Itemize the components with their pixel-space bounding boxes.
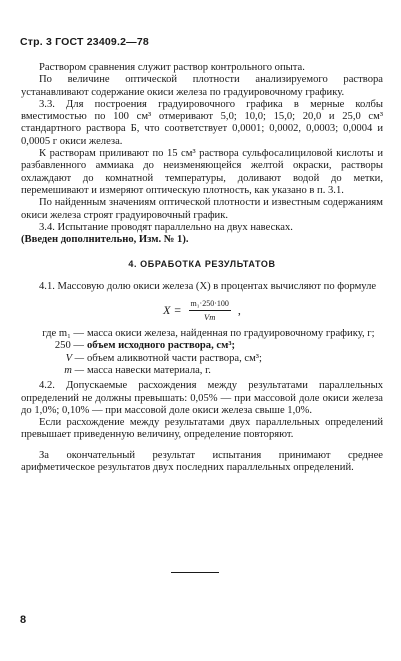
section-heading: 4. ОБРАБОТКА РЕЗУЛЬТАТОВ [128, 259, 276, 270]
definition-row [21, 340, 383, 352]
definition-term: где m₁ — [42, 328, 84, 340]
page-number: 8 [20, 614, 27, 626]
separator-line [171, 572, 219, 573]
definition-desc: масса окиси железа, найденная по градуировочному графику, г; [87, 328, 375, 340]
definition-row [21, 365, 383, 377]
definition-desc: объем исходного раствора, см³; [87, 340, 236, 352]
page-header: Стр. 3 ГОСТ 23409.2—78 [20, 36, 149, 48]
paragraph-4-1: 4.1. Массовую долю окиси железа (X) в процентах вычисляют по формуле [39, 280, 377, 292]
formula-numerator: m₁·250·100 [189, 299, 231, 311]
paragraph-3-3: 3.3. Для построения градуировочного графика в мерные колбы вместимостью по 100 см³ отмеривают 5,0; 10,0; 15,0; 20,0 и 25,0 см³ стандартного раствора Б, что соответствует 0,0001; 0,0002, 0,0003; 0,0004 и 0,0005 г окиси железа. [21, 98, 383, 147]
paragraph-4-2: 4.2. Допускаемые расхождения между результатами параллельных определений не должны превышать: 0,05% — при массовой доле окиси железа до 1,0%; 0,10% — при массовой доле окиси железа свыше 1,0%. [21, 380, 383, 416]
paragraph-3-4: 3.4. Испытание проводят параллельно на двух навесках. [39, 221, 293, 233]
definition-row [21, 353, 383, 365]
definition-term: m — [64, 364, 84, 376]
paragraph: К растворам приливают по 15 см³ раствора сульфосалициловой кислоты и разбавленного аммиака до неизменяющейся желтой окраски, растворы охлаждают до комнатной температуры, доливают водой до метки, перемешивают и измеряют оптическую плотность, как указано в п. 3.1. [21, 148, 383, 196]
paragraph: Раствором сравнения служит раствор контрольного опыта. [39, 62, 305, 73]
amendment-note: (Введен дополнительно, Изм. № 1). [21, 234, 189, 246]
definition-desc: масса навески материала, г. [87, 364, 211, 376]
paragraph: Если расхождение между результатами двух параллельных определений превышает приведенную величину, определение повторяют. [21, 417, 383, 441]
document-body [21, 62, 383, 474]
definition-term: V — [65, 352, 84, 364]
formula-fraction [189, 299, 231, 322]
paragraph: По величине оптической плотности анализируемого раствора устанавливают содержание окиси железа по градуировочному графику. [21, 74, 383, 98]
formula-lhs: X = [163, 303, 182, 318]
definition-term: 250 — [54, 340, 84, 352]
formula-denominator: Vm [204, 312, 216, 323]
definition-desc: объем аликвотной части раствора, см³; [87, 352, 262, 364]
paragraph: По найденным значениям оптической плотности и известным содержаниям окиси железа строят градуировочный график. [21, 197, 383, 221]
definition-row [21, 328, 383, 340]
formula-trailing: , [237, 303, 241, 318]
paragraph: За окончательный результат испытания принимают среднее арифметическое результатов двух последних параллельных определений. [21, 449, 383, 474]
formula [21, 299, 383, 322]
